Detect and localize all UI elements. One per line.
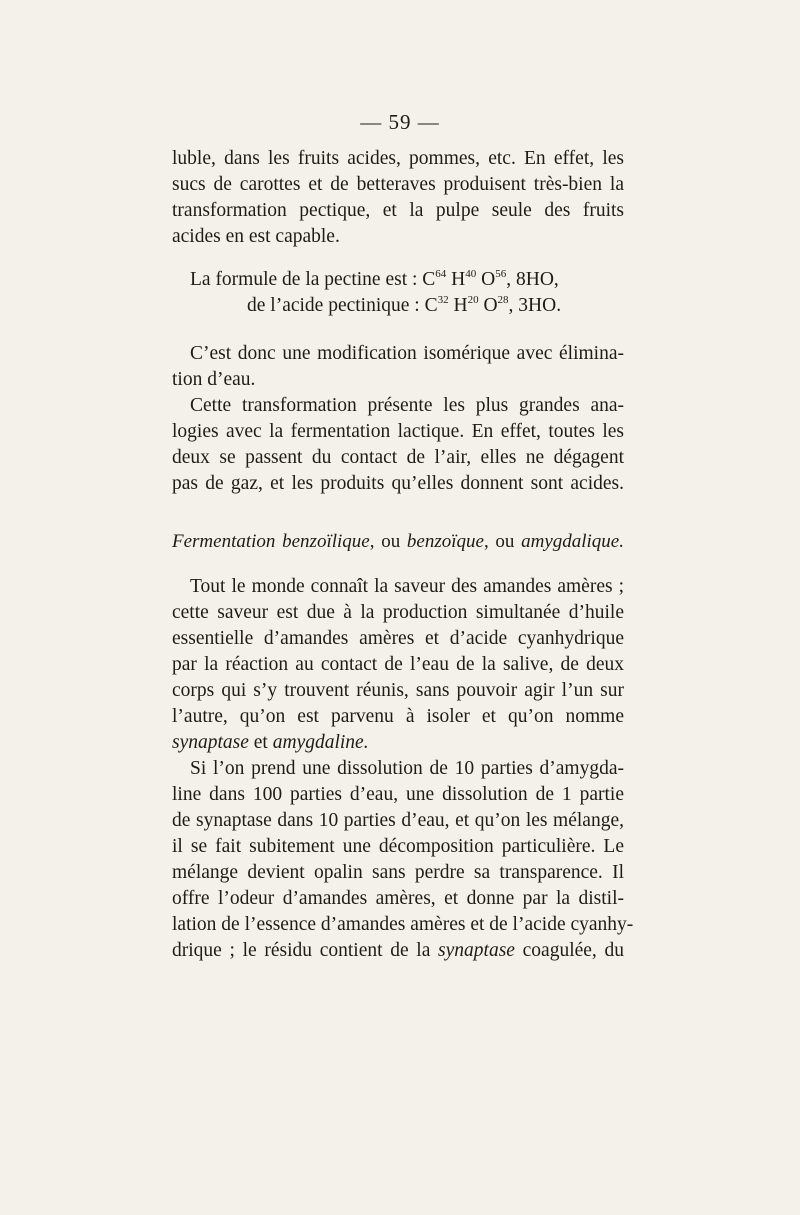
page-number: — 59 — (360, 110, 440, 134)
paragraph-3-line: logies avec la fermentation lactique. En effet, toutes les (172, 421, 624, 442)
paragraph-1-line: sucs de carottes et de betteraves produisent très-bien la (172, 174, 624, 195)
paragraph-5-line: drique ; le résidu contient de la synaptase coagulée, du (172, 940, 624, 961)
paragraph-5-line: il se fait subitement une décomposition particulière. Le (172, 836, 624, 857)
paragraph-1-line: transformation pectique, et la pulpe seule des fruits (172, 200, 624, 221)
paragraph-5-line: offre l’odeur d’amandes amères, et donne par la distil- (172, 888, 624, 909)
paragraph-4-line: l’autre, qu’on est parvenu à isoler et qu’on nomme (172, 706, 624, 727)
paragraph-1-line: luble, dans les fruits acides, pommes, etc. En effet, les (172, 148, 624, 169)
paragraph-5-line: de synaptase dans 10 parties d’eau, et qu’on les mélange, (172, 810, 624, 831)
paragraph-4-line: corps qui s’y trouvent réunis, sans pouvoir agir l’un sur (172, 680, 624, 701)
paragraph-4-line: Tout le monde connaît la saveur des amandes amères ; (190, 576, 624, 597)
amygdaline-term: amygdaline. (272, 732, 369, 753)
paragraph-5-line: mélange devient opalin sans perdre sa transparence. Il (172, 862, 624, 883)
section-heading: Fermentation benzoïlique, ou benzoïque, ou amygdalique. (172, 531, 624, 552)
pectinic-acid-formula: de l’acide pectinique : $C^{32}$ $H^{20}$ $O^{28}$, 3HO. (247, 294, 562, 316)
paragraph-5-line: Si l’on prend une dissolution de 10 parties d’amygda- (190, 758, 624, 779)
paragraph-1-line: acides en est capable. (172, 226, 340, 247)
paragraph-5-line: lation de l’essence d’amandes amères et de l’acide cyanhy- (172, 914, 634, 935)
paragraph-3-line: Cette transformation présente les plus grandes ana- (190, 395, 624, 416)
paragraph-4-line: cette saveur est due à la production simultanée d’huile (172, 602, 624, 623)
paragraph-4-line: synaptase et amygdaline. (172, 732, 369, 753)
paragraph-2-line: C’est donc une modification isomérique avec élimina- (190, 343, 624, 364)
paragraph-3-line: pas de gaz, et les produits qu’elles donnent sont acides. (172, 473, 624, 494)
paragraph-2-line: tion d’eau. (172, 369, 256, 390)
pectin-formula: La formule de la pectine est : $C^{64}$ $H^{40}$ $O^{56}$, 8HO, (190, 268, 559, 290)
paragraph-3-line: deux se passent du contact de l’air, elles ne dégagent (172, 447, 624, 468)
paragraph-5-line: line dans 100 parties d’eau, une dissolution de 1 partie (172, 784, 624, 805)
paragraph-4-line: essentielle d’amandes amères et d’acide cyanhydrique (172, 628, 624, 649)
synaptase-term: synaptase (438, 940, 515, 961)
synaptase-term: synaptase (172, 732, 249, 753)
paragraph-4-line: par la réaction au contact de l’eau de la salive, de deux (172, 654, 624, 675)
